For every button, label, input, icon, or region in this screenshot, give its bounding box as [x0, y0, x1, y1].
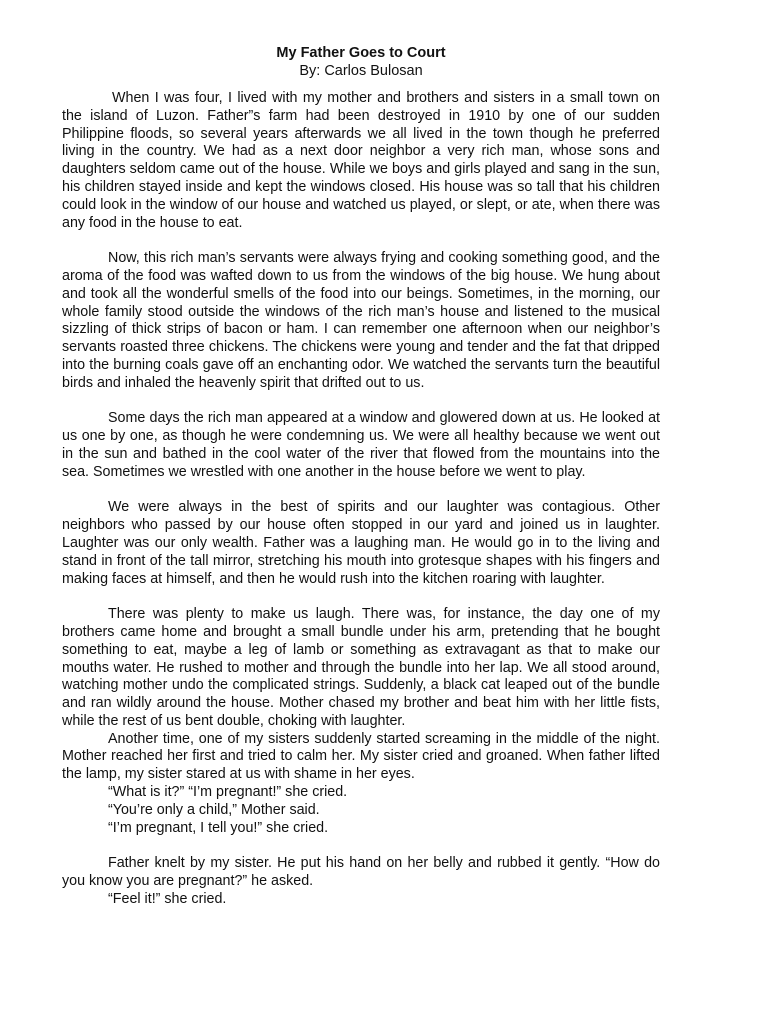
paragraph-3: Some days the rich man appeared at a window and glowered down at us. He looked at us one by one, as though he were condemning us. We were all healthy because we went out in the sun and bathed in the cool water of the river that flowed from the mountains into the sea. Sometimes we wrestled with one another in the house before we went to play.	[62, 410, 660, 480]
paragraph-7: Father knelt by my sister. He put his hand on her belly and rubbed it gently. “How do you know you are pregnant?” he asked.	[62, 855, 660, 890]
dialogue-line-1: “What is it?” “I’m pregnant!” she cried.	[108, 784, 348, 801]
paragraph-5: There was plenty to make us laugh. There was, for instance, the day one of my brothers came home and brought a small bundle under his arm, pretending that he bought something to eat, maybe a leg of lamb or something as extravagant as that to make our mouths water. He rushed to mother and through the bundle into her lap. We all stood around, watching mother undo the complicated strings. Suddenly, a black cat leaped out of the bundle and ran wildly around the house. Mother chased my brother and beat him with her little fists, while the rest of us bent double, choking with laughter.	[62, 606, 660, 729]
paragraph-1: When I was four, I lived with my mother and brothers and sisters in a small town on the island of Luzon. Father”s farm had been destroyed in 1910 by one of our sudden Philippine floods, so several years afterwards we all lived in the town though he preferred living in the country. We had as a next door neighbor a very rich man, whose sons and daughters seldom came out of the house. While we boys and girls played and sang in the sun, his children stayed inside and kept the windows closed. His house was so tall that his children could look in the window of our house and watched us played, or slept, or ate, when there was any food in the house to eat.	[62, 90, 660, 231]
document-author: By: Carlos Bulosan	[299, 63, 423, 79]
dialogue-line-2: “You’re only a child,” Mother said.	[108, 801, 320, 818]
document-title: My Father Goes to Court	[276, 45, 446, 61]
paragraph-4: We were always in the best of spirits and our laughter was contagious. Other neighbors who passed by our house often stopped in our yard and joined us in laughter. Laughter was our only wealth. Father was a laughing man. He would go in to the living and stand in front of the tall mirror, stretching his mouth into grotesque shapes with his fingers and making faces at himself, and then he would rush into the kitchen roaring with laughter.	[62, 499, 660, 587]
paragraph-6: Another time, one of my sisters suddenly started screaming in the middle of the night. Mother reached her first and tried to calm her. My sister cried and groaned. When father lifted the lamp, my sister stared at us with shame in her eyes.	[62, 730, 660, 783]
dialogue-line-3: “I’m pregnant, I tell you!” she cried.	[108, 819, 329, 836]
paragraph-2: Now, this rich man’s servants were always frying and cooking something good, and the aroma of the food was wafted down to us from the windows of the big house. We hung about and took all the wonderful smells of the food into our beings. Sometimes, in the morning, our whole family stood outside the windows of the rich man’s house and listened to the musical sizzling of thick strips of bacon or ham. I can remember one afternoon when our neighbor’s servants roasted three chickens. The chickens were young and tender and the fat that dripped into the burning coals gave off an enchanting odor. We watched the servants turn the beautiful birds and inhaled the heavenly spirit that drifted out to us.	[62, 250, 660, 391]
document-page	[62, 44, 660, 909]
dialogue-line-4: “Feel it!” she cried.	[108, 890, 227, 907]
